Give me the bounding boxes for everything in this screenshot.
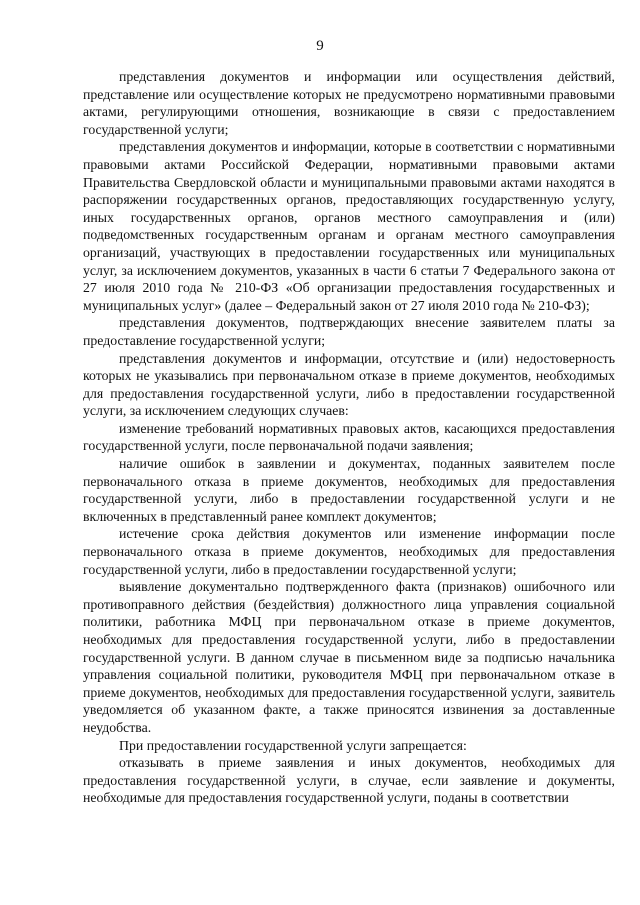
paragraph-7: истечение срока действия документов или изменение информации после первоначального отказа в приеме документов, необходимых для предоставления государственной услуги, либо в предоставлении государственной услуги; [83, 526, 615, 577]
document-body [83, 68, 615, 807]
paragraph-2: представления документов и информации, которые в соответствии с нормативными правовыми актами Российской Федерации, нормативными правовыми актами Правительства Свердловской области и муниципальными правовыми актами находятся в распоряжении государственных органов, предоставляющих государственную услугу, иных государственных органов, органов местного самоуправления и (или) подведомственных государственным органам и органам местного самоуправления организаций, участвующих в предоставлении государственных или муниципальных услуг, за исключением документов, указанных в части 6 статьи 7 Федерального закона от 27 июля 2010 года № 210-ФЗ «Об организации предоставления государственных и муниципальных услуг» (далее – Федеральный закон от 27 июля 2010 года № 210-ФЗ); [83, 139, 615, 313]
page-number: 9 [316, 38, 324, 54]
paragraph-6: наличие ошибок в заявлении и документах, поданных заявителем после первоначального отказа в приеме документов, необходимых для предоставления государственной услуги, либо в предоставлении государственной услуги и не включенных в представленный ранее комплект документов; [83, 456, 615, 524]
paragraph-1: представления документов и информации или осуществления действий, представление или осуществление которых не предусмотрено нормативными правовыми актами, регулирующими отношения, возникающие в связи с предоставлением государственной услуги; [83, 69, 615, 137]
paragraph-8: выявление документально подтвержденного факта (признаков) ошибочного или противоправного действия (бездействия) должностного лица управления социальной политики, работника МФЦ при первоначальном отказе в приеме документов, необходимых для предоставления государственной услуги, либо в предоставлении государственной услуги. В данном случае в письменном виде за подписью начальника управления социальной политики, руководителя МФЦ при первоначальном отказе в приеме документов, необходимых для предоставления государственной услуги, заявитель уведомляется об указанном факте, а также приносятся извинения за доставленные неудобства. [83, 579, 615, 735]
paragraph-10: отказывать в приеме заявления и иных документов, необходимых для предоставления государственной услуги, в случае, если заявление и документы, необходимые для предоставления государственной услуги, поданы в соответствии [83, 755, 615, 806]
paragraph-4: представления документов и информации, отсутствие и (или) недостоверность которых не указывались при первоначальном отказе в приеме документов, необходимых для предоставления государственной услуги, либо в предоставлении государственной услуги, за исключением следующих случаев: [83, 350, 615, 419]
paragraph-3: представления документов, подтверждающих внесение заявителем платы за предоставление государственной услуги; [83, 315, 615, 348]
paragraph-9: При предоставлении государственной услуги запрещается: [119, 737, 467, 753]
paragraph-5: изменение требований нормативных правовых актов, касающихся предоставления государственной услуги, после первоначальной подачи заявления; [83, 420, 615, 454]
